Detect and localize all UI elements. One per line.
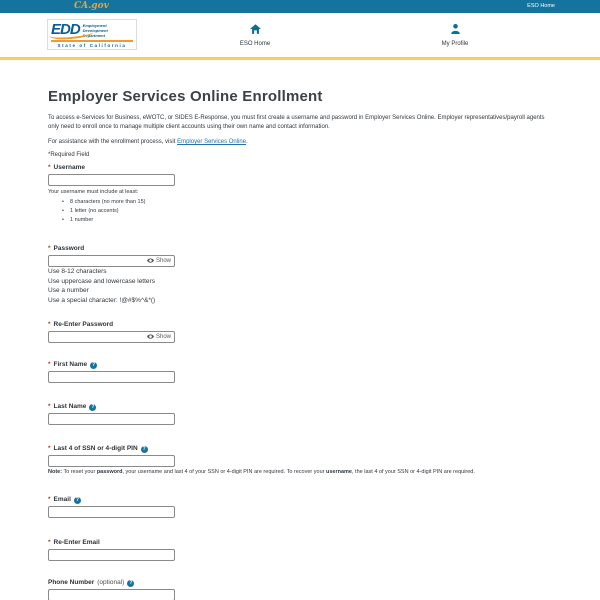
nav-eso-home-label: ESO Home [239, 41, 271, 47]
reenter-password-input-box [48, 331, 175, 343]
site-header [0, 13, 600, 57]
page-title: Employer Services Online Enrollment [48, 88, 323, 105]
ssn-pin-help-icon[interactable]: ? [142, 446, 146, 452]
password-input[interactable] [49, 256, 145, 266]
last-name-label: * Last Name ? [48, 403, 95, 410]
phone-input[interactable] [48, 589, 175, 600]
profile-icon [451, 21, 460, 38]
show-password-button[interactable]: Show [145, 256, 174, 266]
main-content [0, 60, 600, 600]
nav-my-profile-label: My Profile [441, 41, 469, 47]
username-rule: • 8 characters (no more than 15) [48, 198, 552, 207]
password-input-box [48, 255, 175, 267]
eye-icon [147, 334, 154, 341]
eye-icon [147, 258, 154, 265]
username-label: * Username [48, 164, 85, 171]
employer-services-online-link[interactable]: Employer Services Online [177, 139, 247, 145]
username-input[interactable] [48, 174, 175, 186]
edd-logo-acronym: EDD [51, 21, 80, 38]
intro-paragraph: To access e-Services for Business, eWOTC, or SIDES E-Response, you must first create a username and password in Employer Services Online. Employer representatives/payroll agents only need to enroll once to manage multiple client accounts using their own name and contact information. [48, 115, 545, 130]
username-rule: • 1 letter (no accents) [48, 207, 552, 216]
password-rules: Use 8-12 characters Use uppercase and lowercase letters Use a number Use a special character: !@#$%^&*() [48, 268, 156, 304]
reenter-email-field-group [48, 539, 552, 561]
first-name-label: * First Name ? [48, 361, 96, 368]
ssn-pin-label: * Last 4 of SSN or 4-digit PIN ? [48, 445, 146, 452]
phone-label: Phone Number (optional) ? [48, 579, 133, 586]
phone-field-group [48, 579, 552, 600]
first-name-field-group [48, 361, 552, 383]
required-field-note: *Required Field [48, 152, 90, 158]
edd-logo[interactable] [47, 19, 137, 50]
top-government-bar [0, 0, 600, 13]
email-input[interactable] [48, 506, 175, 518]
topbar-eso-home-link[interactable]: ESO Home [527, 3, 555, 9]
phone-help-icon[interactable]: ? [129, 580, 133, 586]
edd-logo-state-text: State of California [51, 40, 133, 48]
reenter-email-input[interactable] [48, 549, 175, 561]
nav-my-profile[interactable] [423, 21, 487, 47]
password-field-group [48, 245, 552, 305]
username-hint: Your username must include at least: [48, 189, 139, 195]
username-rules-list [48, 198, 552, 225]
reenter-password-field-group [48, 321, 552, 343]
username-rule: • 1 number [48, 216, 552, 225]
assistance-line: For assistance with the enrollment process, visit Employer Services Online. [48, 139, 248, 145]
edd-logo-department-text: Employment Development Department [82, 23, 108, 38]
first-name-help-icon[interactable]: ? [92, 362, 96, 368]
username-field-group [48, 164, 552, 225]
show-reenter-password-button[interactable]: Show [145, 332, 174, 342]
email-field-group [48, 496, 552, 518]
ssn-pin-input[interactable] [48, 455, 175, 467]
ca-gov-logo[interactable]: CA.gov [74, 1, 109, 11]
reenter-password-input[interactable] [49, 332, 145, 342]
ssn-pin-field-group [48, 445, 552, 476]
last-name-help-icon[interactable]: ? [91, 404, 95, 410]
last-name-field-group [48, 403, 552, 425]
last-name-input[interactable] [48, 413, 175, 425]
email-label: * Email ? [48, 496, 79, 503]
ssn-pin-note: Note: To reset your password, your username and last 4 of your SSN or 4-digit PIN are required. To recover your username, the last 4 of your SSN or 4-digit PIN are required. [48, 469, 475, 475]
reenter-email-label: * Re-Enter Email [48, 539, 100, 546]
reenter-password-label: * Re-Enter Password [48, 321, 114, 328]
nav-eso-home[interactable] [223, 21, 287, 47]
password-label: * Password [48, 245, 85, 252]
email-help-icon[interactable]: ? [75, 497, 79, 503]
home-icon [250, 21, 261, 38]
first-name-input[interactable] [48, 371, 175, 383]
